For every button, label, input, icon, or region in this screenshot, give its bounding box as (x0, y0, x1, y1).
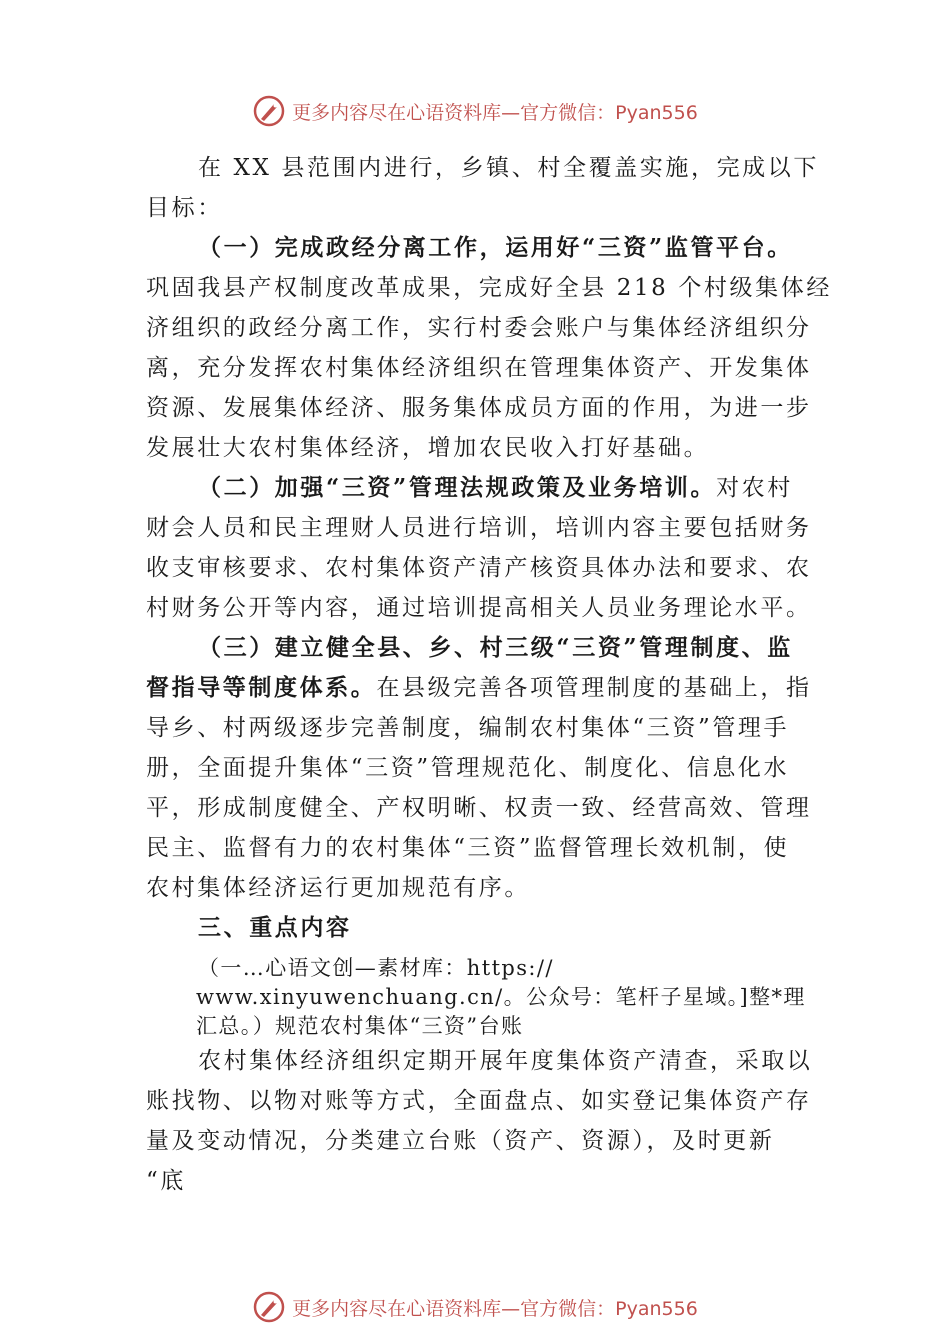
paragraph-line: 离，充分发挥农村集体经济组织在管理集体资产、开发集体 (146, 355, 812, 381)
paragraph-line: 济组织的政经分离工作，实行村委会账户与集体经济组织分 (146, 315, 812, 341)
paragraph-line (146, 668, 826, 708)
paragraph-text: 在县级完善各项管理制度的基础上，指 (376, 675, 812, 701)
footer-wechat-text: —官方微信：Pyan556 (501, 1297, 698, 1320)
paragraph-line: “底 (146, 1168, 186, 1194)
paragraph-line: 财会人员和民主理财人员进行培训，培训内容主要包括财务 (146, 515, 812, 541)
paragraph-line: 目标： (146, 195, 223, 221)
paragraph-line: 在 XX 县范围内进行，乡镇、村全覆盖实施，完成以下 (198, 155, 819, 181)
document-body (146, 148, 832, 1201)
paragraph-line: 农村集体经济运行更加规范有序。 (146, 875, 530, 901)
pen-nib-logo-icon (252, 94, 286, 128)
header-brand-text: 更多内容尽在心语资料库 (292, 101, 502, 124)
paragraph-line: 农村集体经济组织定期开展年度集体资产清查，采取以 (198, 1048, 813, 1074)
section-heading-3-cont: 督指导等制度体系。 (146, 674, 377, 701)
paragraph-line: 导乡、村两级逐步完善制度，编制农村集体“三资”管理手 (146, 715, 790, 741)
footer-brand-text: 更多内容尽在心语资料库 (292, 1297, 502, 1320)
chapter-heading: 三、重点内容 (198, 914, 352, 941)
paragraph-line: 册，全面提升集体“三资”管理规范化、制度化、信息化水 (146, 755, 790, 781)
section-heading-1: （一）完成政经分离工作，运用好“三资”监管平台。 (198, 234, 793, 261)
paragraph-line: 收支审核要求、农村集体资产清产核资具体办法和要求、农 (146, 555, 812, 581)
page-header-watermark (0, 94, 950, 128)
paragraph-line (146, 468, 826, 508)
paragraph-line: 资源、发展集体经济、服务集体成员方面的作用，为进一步 (146, 395, 812, 421)
paragraph-line: 巩固我县产权制度改革成果，完成好全县 218 个村级集体经 (146, 275, 832, 301)
paragraph-line: 民主、监督有力的农村集体“三资”监督管理长效机制，使 (146, 835, 790, 861)
paragraph-line: 发展壮大农村集体经济，增加农民收入打好基础。 (146, 435, 710, 461)
paragraph-line: 账找物、以物对账等方式，全面盘点、如实登记集体资产存 (146, 1088, 812, 1114)
paragraph-line: 村财务公开等内容，通过培训提高相关人员业务理论水平。 (146, 595, 812, 621)
pen-nib-logo-icon (252, 1290, 286, 1324)
paragraph-line: 量及变动情况，分类建立台账（资产、资源），及时更新 (146, 1128, 775, 1154)
paragraph-text: 对农村 (716, 475, 793, 501)
note-line: （一…心语文创—素材库：https:// (198, 956, 554, 980)
paragraph-line: 平，形成制度健全、产权明晰、权责一致、经营高效、管理 (146, 795, 812, 821)
page-footer-watermark (0, 1290, 950, 1324)
inserted-note-block (146, 954, 826, 1041)
note-line: 汇总。）规范农村集体“三资”台账 (196, 1014, 524, 1038)
section-heading-2: （二）加强“三资”管理法规政策及业务培训。 (198, 474, 717, 501)
header-wechat-text: —官方微信：Pyan556 (501, 101, 698, 124)
section-heading-3: （三）建立健全县、乡、村三级“三资”管理制度、监 (198, 634, 793, 661)
note-line: www.xinyuwenchuang.cn/。公众号：笔杆子星域。]整*理 (196, 985, 806, 1009)
